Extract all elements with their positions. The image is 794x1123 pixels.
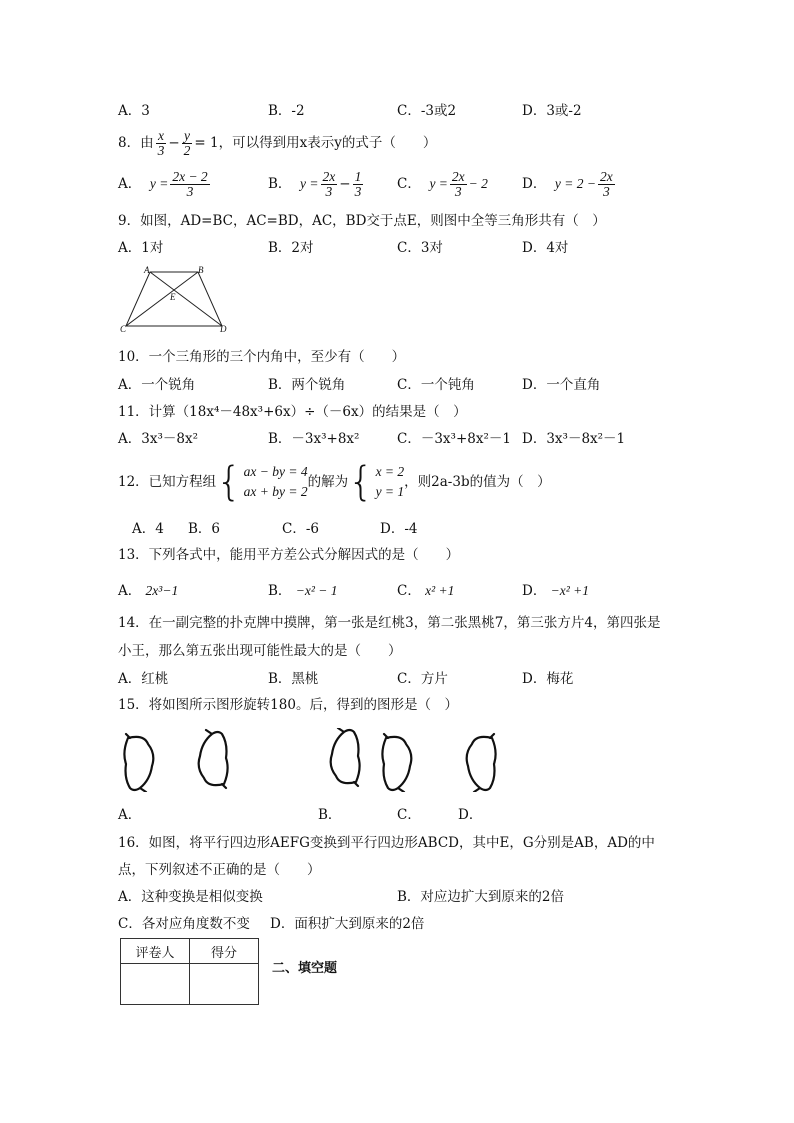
q12-solution: { x = 2 y = 1 bbox=[348, 459, 405, 505]
q14-stem-line1: 14．在一副完整的扑克牌中摸牌，第一张是红桃3，第二张黑桃7，第三张方片4，第四张是 bbox=[118, 615, 661, 631]
q15-label-c: C． bbox=[397, 807, 421, 823]
score-table-header-score: 得分 bbox=[190, 939, 259, 964]
q9-label-a: A bbox=[144, 265, 150, 275]
q7-option-b: B．-2 bbox=[268, 103, 305, 119]
q13-option-a: A． 2x³−1 bbox=[118, 583, 179, 599]
score-table-header-grader: 评卷人 bbox=[121, 939, 190, 964]
score-table-cell-score bbox=[190, 964, 259, 1005]
q9-option-b: B．2对 bbox=[268, 240, 314, 256]
q14-option-b: B．黑桃 bbox=[268, 671, 319, 687]
q8-fraction-x: x 3 bbox=[157, 127, 165, 158]
q14-option-a: A．红桃 bbox=[118, 671, 169, 687]
q12-option-a: A．4 bbox=[132, 521, 164, 537]
q12-option-b: B．6 bbox=[188, 521, 221, 537]
section-title: 二、填空题 bbox=[272, 961, 338, 976]
q12-mid: 的解为 bbox=[307, 474, 349, 490]
q16-stem-line2: 点，下列叙述不正确的是（ ） bbox=[118, 862, 321, 878]
q10-option-b: B．两个锐角 bbox=[268, 377, 346, 393]
q14-option-d: D．梅花 bbox=[522, 671, 574, 687]
q9-stem: 9．如图，AD=BC，AC=BD，AC，BD交于点E，则图中全等三角形共有（ ） bbox=[118, 213, 606, 229]
q13-option-d: D． −x² +1 bbox=[522, 583, 590, 599]
q13-option-b: B． −x² − 1 bbox=[268, 583, 338, 599]
q15-leaf-figures bbox=[118, 728, 518, 792]
q15-option-b-leaf bbox=[331, 728, 360, 786]
q8-option-a: A． y = $\frac{2x - 2}{3}$ bbox=[118, 168, 208, 199]
q11-option-d: D．3x³－8x²－1 bbox=[522, 431, 626, 447]
q16-option-c: C．各对应角度数不变 bbox=[118, 916, 250, 932]
q11-option-c: C．－3x³+8x²－1 bbox=[397, 431, 511, 447]
q7-option-d: D．3或-2 bbox=[522, 103, 582, 119]
q14-option-c: C．方片 bbox=[397, 671, 448, 687]
q8-fraction-y: $\frac{y}{2}$ bbox=[183, 127, 191, 158]
q11-option-a: A．3x³－8x² bbox=[118, 431, 198, 447]
q12-option-c: C．-6 bbox=[282, 521, 319, 537]
q11-stem: 11．计算（18x⁴－48x³+6x）÷（－6x）的结果是（ ） bbox=[118, 404, 467, 420]
q15-stem: 15．将如图所示图形旋转180。后，得到的图形是（ ） bbox=[118, 697, 458, 713]
q16-option-d: D．面积扩大到原来的2倍 bbox=[270, 916, 425, 932]
q12-system: { ax − by = 4 ax + by = 2 bbox=[216, 459, 308, 505]
q9-label-c: C bbox=[120, 324, 127, 334]
q9-label-d: D bbox=[220, 324, 227, 334]
score-table-cell-grader bbox=[121, 964, 190, 1005]
q12-stem bbox=[118, 458, 551, 506]
q7-option-c: C．-3或2 bbox=[397, 103, 457, 119]
q8-option-b: B． y = $\frac{2x}{3}$ − $\frac{1}{3}$ bbox=[268, 168, 362, 199]
q10-stem: 10．一个三角形的三个内角中，至少有（ ） bbox=[118, 349, 406, 365]
q7-option-a: A．3 bbox=[118, 103, 150, 119]
q9-option-c: C．3对 bbox=[397, 240, 443, 256]
q10-option-d: D．一个直角 bbox=[522, 377, 601, 393]
q8-text: ，可以得到用x表示y的式子（ ） bbox=[218, 135, 437, 151]
q15-option-d-leaf bbox=[467, 734, 496, 792]
q15-original-leaf bbox=[124, 734, 153, 792]
q15-label-b: B． bbox=[318, 807, 342, 823]
q12-lead: 12．已知方程组 bbox=[118, 474, 217, 490]
q8-option-c: C． y = $\frac{2x}{3}$ − 2 bbox=[397, 168, 488, 199]
q16-stem-line1: 16．如图，将平行四边形AEFG变换到平行四边形ABCD，其中E，G分别是AB，AD的中 bbox=[118, 835, 655, 851]
q13-stem: 13．下列各式中，能用平方差公式分解因式的是（ ） bbox=[118, 547, 460, 563]
q9-option-d: D．4对 bbox=[522, 240, 569, 256]
q8-equals: = 1 bbox=[194, 135, 219, 151]
q11-option-b: B．－3x³+8x² bbox=[268, 431, 360, 447]
q15-option-a-leaf bbox=[199, 730, 228, 788]
q9-option-a: A．1对 bbox=[118, 240, 164, 256]
q10-option-a: A．一个锐角 bbox=[118, 377, 196, 393]
q10-option-c: C．一个钝角 bbox=[397, 377, 475, 393]
q13-option-c: C． x² +1 bbox=[397, 583, 455, 599]
q9-label-b: B bbox=[198, 265, 204, 275]
q16-option-a: A．这种变换是相似变换 bbox=[118, 889, 263, 905]
q15-label-d: D． bbox=[458, 807, 483, 823]
q15-label-a: A． bbox=[118, 807, 142, 823]
q8-stem bbox=[118, 128, 436, 158]
q8-number: 8．由 bbox=[118, 135, 154, 151]
q14-stem-line2: 小王，那么第五张出现可能性最大的是（ ） bbox=[118, 643, 402, 659]
q16-option-b: B．对应边扩大到原来的2倍 bbox=[397, 889, 565, 905]
q9-trapezoid-figure bbox=[118, 264, 234, 336]
q9-label-e: E bbox=[170, 292, 176, 302]
q12-option-d: D．-4 bbox=[380, 521, 418, 537]
q8-option-d: D． y = 2 − $\frac{2x}{3}$ bbox=[522, 168, 613, 199]
q15-option-c-leaf bbox=[382, 734, 411, 792]
score-table bbox=[120, 938, 259, 1005]
q8-minus: − bbox=[168, 135, 180, 151]
q12-tail: ，则2a-3b的值为（ ） bbox=[404, 474, 551, 490]
